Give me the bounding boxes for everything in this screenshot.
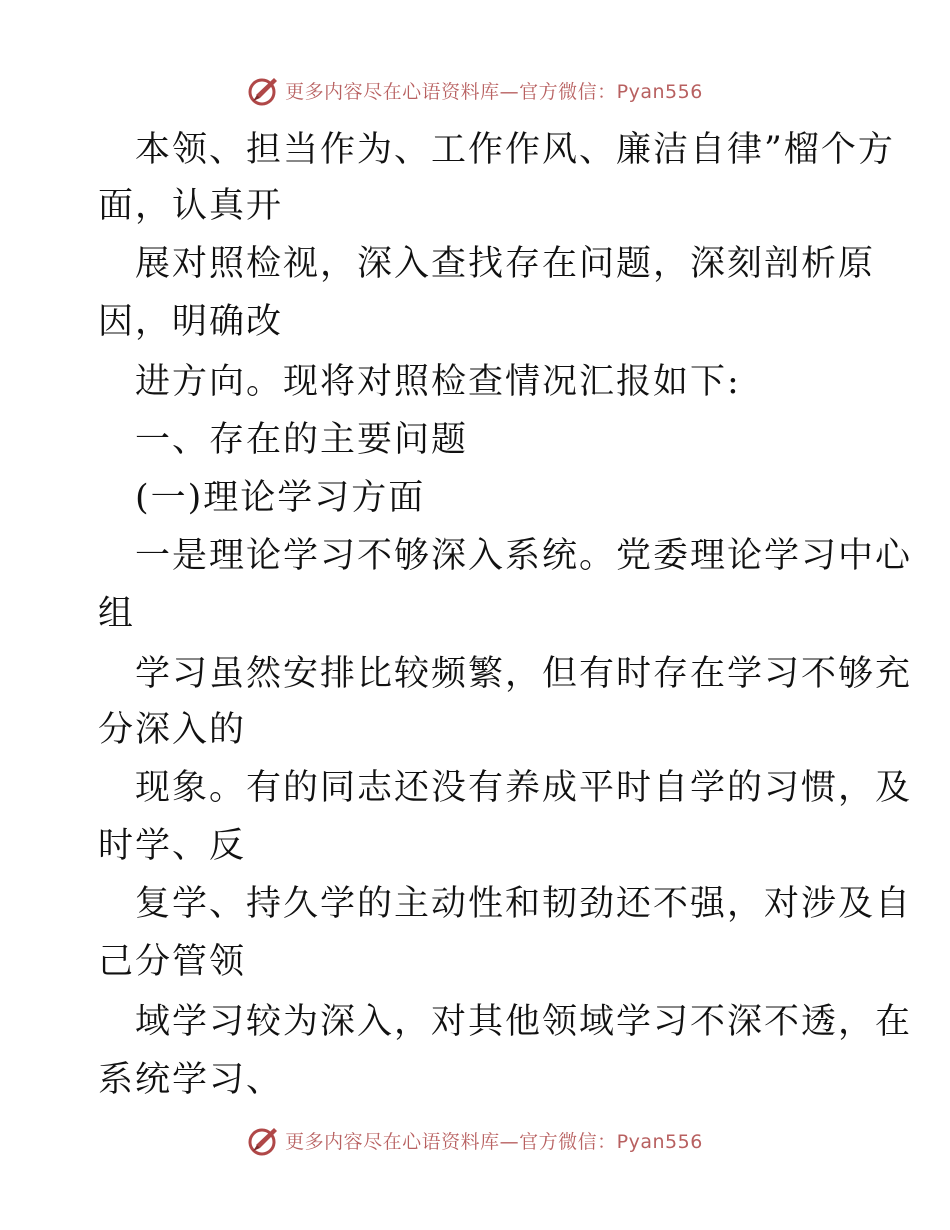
body-line: 展对照检视，深入查找存在问题，深刻剖析原	[135, 244, 876, 284]
footer-banner-text: 更多内容尽在心语资料库—官方微信：Pyan556	[285, 1130, 703, 1153]
footer-banner	[0, 1120, 950, 1160]
quill-circle-logo-icon	[247, 73, 281, 107]
body-line: 分深入的	[98, 710, 247, 750]
body-line: 一是理论学习不够深入系统。党委理论学习中心	[135, 536, 913, 576]
body-line: 时学、反	[98, 826, 247, 866]
body-line: 学习虽然安排比较频繁，但有时存在学习不够充	[135, 654, 913, 694]
header-banner	[0, 70, 950, 110]
body-line: 面，认真开	[98, 186, 284, 226]
body-line: 现象。有的同志还没有养成平时自学的习惯，及	[135, 768, 913, 808]
body-line: 组	[98, 594, 136, 634]
body-line: 本领、担当作为、工作作风、廉洁自律”榴个方	[135, 130, 895, 170]
body-line: 系统学习、	[98, 1060, 284, 1100]
body-line: 己分管领	[98, 942, 247, 982]
body-line: 进方向。现将对照检查情况汇报如下:	[135, 362, 741, 402]
section-heading: 一、存在的主要问题	[135, 420, 469, 460]
header-banner-text: 更多内容尽在心语资料库—官方微信：Pyan556	[285, 80, 703, 103]
body-line: 域学习较为深入，对其他领域学习不深不透，在	[135, 1002, 913, 1042]
subsection-heading: (一)理论学习方面	[135, 478, 426, 518]
quill-circle-logo-icon	[247, 1123, 281, 1157]
body-line: 复学、持久学的主动性和韧劲还不强，对涉及自	[135, 884, 913, 924]
body-line: 因，明确改	[98, 302, 284, 342]
